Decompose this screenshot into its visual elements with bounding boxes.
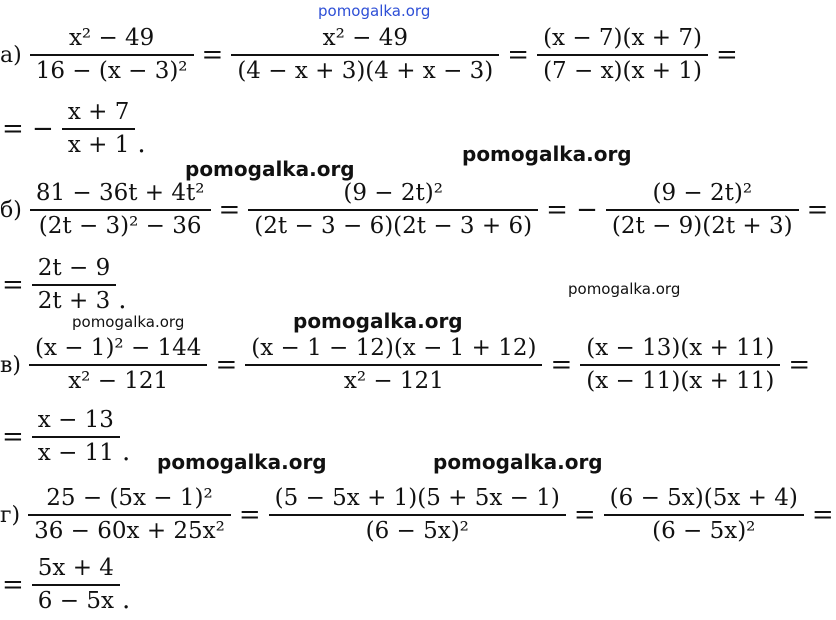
period: . bbox=[118, 285, 127, 315]
denominator: 36 − 60x + 25x² bbox=[34, 517, 225, 544]
problem-a-fraction-1 bbox=[30, 27, 194, 83]
problem-b-label: б) bbox=[0, 197, 22, 223]
denominator: (2t − 3 − 6)(2t − 3 + 6) bbox=[254, 212, 533, 239]
problem-b-line-1 bbox=[0, 175, 830, 245]
problem-b-fraction-2 bbox=[248, 182, 538, 238]
denominator: 16 − (x − 3)² bbox=[35, 57, 188, 84]
result-prefix: = bbox=[2, 422, 24, 452]
problem-v-line-2 bbox=[0, 402, 132, 472]
denominator: 6 − 5x bbox=[37, 587, 114, 614]
numerator: 81 − 36t + 4t² bbox=[35, 180, 205, 207]
denominator: x − 11 bbox=[37, 439, 114, 466]
denominator: (6 − 5x)² bbox=[652, 517, 756, 544]
period: . bbox=[121, 437, 131, 467]
period: . bbox=[137, 129, 146, 159]
period: . bbox=[121, 585, 131, 615]
problem-a-line-1 bbox=[0, 20, 740, 90]
equals-sign: = bbox=[788, 350, 811, 380]
equals-sign: = bbox=[215, 350, 238, 380]
watermark-g-left: pomogalka.org bbox=[157, 450, 327, 474]
denominator: (2t − 3)² − 36 bbox=[38, 212, 202, 239]
denominator: (2t − 9)(2t + 3) bbox=[611, 212, 793, 239]
numerator: (x − 13)(x + 11) bbox=[586, 335, 775, 362]
problem-v-fraction-2 bbox=[245, 337, 542, 393]
problem-g-fraction-2 bbox=[269, 487, 566, 543]
denominator: x² − 121 bbox=[343, 367, 444, 394]
problem-a-fraction-3 bbox=[537, 27, 708, 83]
numerator: (x − 1 − 12)(x − 1 + 12) bbox=[251, 335, 537, 362]
problem-a-result bbox=[62, 101, 136, 157]
equals-sign: = bbox=[238, 500, 261, 530]
denominator: (7 − x)(x + 1) bbox=[543, 57, 702, 84]
watermark-v-center: pomogalka.org bbox=[293, 309, 463, 333]
numerator: (5 − 5x + 1)(5 + 5x − 1) bbox=[274, 485, 560, 512]
problem-v-line-1 bbox=[0, 330, 812, 400]
numerator: x − 13 bbox=[37, 407, 114, 434]
equals-sign: = bbox=[507, 40, 530, 70]
problem-a-label: а) bbox=[0, 42, 22, 68]
problem-v-label: в) bbox=[0, 352, 21, 378]
result-prefix: = bbox=[2, 570, 24, 600]
watermark-top: pomogalka.org bbox=[318, 2, 431, 20]
numerator: (x − 7)(x + 7) bbox=[543, 25, 702, 52]
denominator: x² − 121 bbox=[68, 367, 169, 394]
equals-sign: = bbox=[811, 500, 834, 530]
equals-sign: = bbox=[201, 40, 224, 70]
denominator: (4 − x + 3)(4 + x − 3) bbox=[237, 57, 494, 84]
numerator: (x − 1)² − 144 bbox=[34, 335, 202, 362]
equals-sign: = bbox=[550, 350, 573, 380]
problem-b-fraction-1 bbox=[30, 182, 211, 238]
problem-a-line-2 bbox=[0, 94, 148, 164]
equals-sign: = bbox=[218, 195, 241, 225]
problem-b-fraction-3 bbox=[606, 182, 799, 238]
watermark-v-left-small: pomogalka.org bbox=[72, 313, 185, 331]
denominator: (6 − 5x)² bbox=[365, 517, 469, 544]
result-prefix: = bbox=[2, 270, 24, 300]
watermark-b-left: pomogalka.org bbox=[185, 157, 355, 181]
numerator: 2t − 9 bbox=[37, 255, 111, 282]
numerator: (9 − 2t)² bbox=[343, 180, 443, 207]
numerator: (9 − 2t)² bbox=[652, 180, 753, 207]
problem-v-result bbox=[32, 409, 120, 465]
numerator: 5x + 4 bbox=[37, 555, 114, 582]
numerator: x² − 49 bbox=[322, 25, 408, 52]
problem-g-line-2 bbox=[0, 550, 132, 620]
denominator: (x − 11)(x + 11) bbox=[586, 367, 775, 394]
numerator: x² − 49 bbox=[68, 25, 155, 52]
watermark-g-right: pomogalka.org bbox=[433, 450, 603, 474]
problem-g-line-1 bbox=[0, 480, 836, 550]
problem-g-fraction-3 bbox=[604, 487, 804, 543]
problem-g-result bbox=[32, 557, 120, 613]
problem-g-fraction-1 bbox=[28, 487, 231, 543]
problem-b-result bbox=[32, 257, 116, 313]
equals-sign: = bbox=[715, 40, 738, 70]
numerator: x + 7 bbox=[67, 99, 130, 126]
watermark-b2-right-small: pomogalka.org bbox=[568, 280, 681, 298]
watermark-b-right: pomogalka.org bbox=[462, 142, 632, 166]
problem-g-label: г) bbox=[0, 502, 21, 528]
denominator: 2t + 3 bbox=[37, 287, 111, 314]
equals-minus-sign: = − bbox=[546, 195, 598, 225]
equals-sign: = bbox=[806, 195, 829, 225]
problem-a-fraction-2 bbox=[231, 27, 499, 83]
denominator: x + 1 bbox=[67, 131, 130, 158]
problem-b-line-2 bbox=[0, 250, 128, 320]
problem-v-fraction-1 bbox=[29, 337, 207, 393]
equals-sign: = bbox=[573, 500, 596, 530]
numerator: (6 − 5x)(5x + 4) bbox=[609, 485, 798, 512]
result-prefix: = − bbox=[2, 114, 54, 144]
problem-v-fraction-3 bbox=[580, 337, 780, 393]
numerator: 25 − (5x − 1)² bbox=[46, 485, 213, 512]
